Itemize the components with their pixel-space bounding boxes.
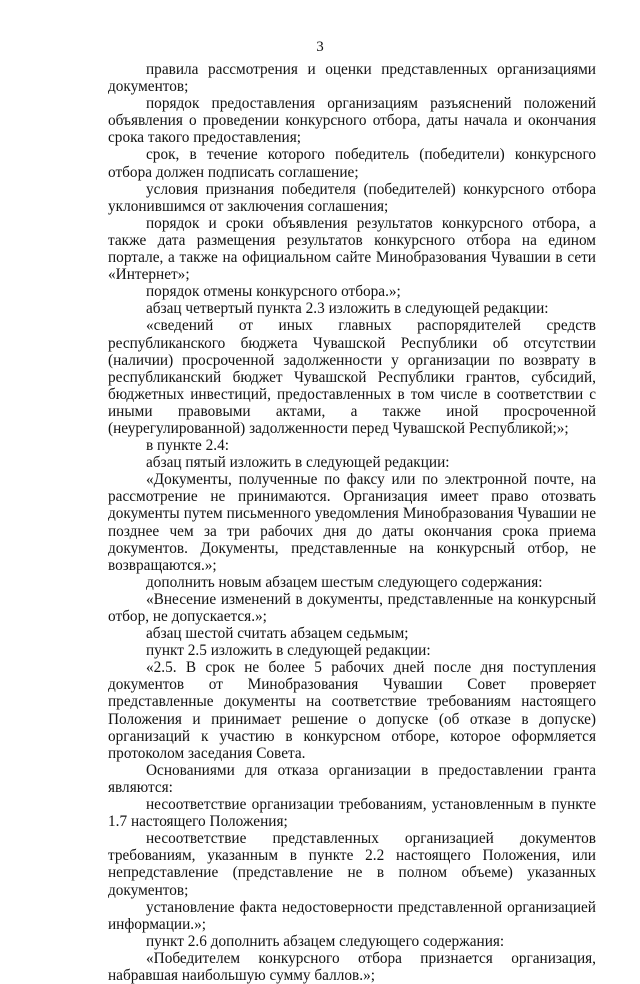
- paragraph: правила рассмотрения и оценки представленных организациями документов;: [108, 61, 596, 96]
- paragraph: дополнить новым абзацем шестым следующего содержания:: [146, 573, 543, 591]
- paragraph: «Победителем конкурсного отбора признается организация, набравшая наибольшую сумму баллов.»;: [108, 949, 596, 984]
- paragraph: Основаниями для отказа организации в предоставлении гранта являются:: [108, 761, 596, 796]
- paragraph: несоответствие организации требованиям, установленным в пункте 1.7 настоящего Положения;: [108, 796, 596, 831]
- document-body: [108, 61, 596, 984]
- paragraph: пункт 2.5 изложить в следующей редакции:: [146, 642, 431, 660]
- paragraph: «Документы, полученные по факсу или по электронной почте, на рассмотрение не принимаются. Организация имеет право отозвать документы путем письменного уведомления Минобразования Чувашии не позднее чем за три рабочих дня до даты окончания срока приема документов. Документы, представленные на конкурсный отбор, не возвращаются.»;: [108, 471, 596, 574]
- paragraph: «сведений от иных главных распорядителей средств республиканского бюджета Чувашской Республики об отсутствии (наличии) просроченной задолженности у организации по возврату в республиканский бюджет Чувашской Республики грантов, субсидий, бюджетных инвестиций, предоставленных в том числе в соответствии с иными правовыми актами, а также иной просроченной (неурегулированной) задолженности перед Чувашской Республикой;»;: [108, 317, 596, 437]
- paragraph: в пункте 2.4:: [146, 437, 229, 455]
- page-number: 3: [316, 39, 324, 55]
- paragraph: несоответствие представленных организацией документов требованиям, указанным в пункте 2.2 настоящего Положения, или непредставление (представление не в полном объеме) указанных документов;: [108, 830, 596, 899]
- paragraph: порядок и сроки объявления результатов конкурсного отбора, а также дата размещения результатов конкурсного отбора на едином портале, а также на официальном сайте Минобразования Чувашии в сети «Интернет»;: [108, 214, 596, 284]
- paragraph: условия признания победителя (победителей) конкурсного отбора уклонившимся от заключения соглашения;: [108, 180, 596, 215]
- paragraph: срок, в течение которого победитель (победители) конкурсного отбора должен подписать соглашение;: [108, 146, 596, 181]
- paragraph: абзац пятый изложить в следующей редакции:: [146, 454, 450, 472]
- paragraph: порядок предоставления организациям разъяснений положений объявления о проведении конкурсного отбора, даты начала и окончания срока такого предоставления;: [108, 95, 596, 147]
- paragraph: абзац четвертый пункта 2.3 изложить в следующей редакции:: [146, 300, 549, 318]
- paragraph: порядок отмены конкурсного отбора.»;: [146, 283, 401, 301]
- paragraph: установление факта недостоверности представленной организацией информации.»;: [108, 898, 596, 933]
- paragraph: пункт 2.6 дополнить абзацем следующего содержания:: [146, 932, 505, 950]
- paragraph: «Внесение изменений в документы, представленные на конкурсный отбор, не допускается.»;: [108, 590, 596, 625]
- paragraph: абзац шестой считать абзацем седьмым;: [146, 625, 409, 643]
- paragraph: «2.5. В срок не более 5 рабочих дней после дня поступления документов от Минобразования Чувашии Совет проверяет представленные документы на соответствие требованиям настоящего Положения и принимает решение о допуске (об отказе в допуске) организаций к участию в конкурсном отборе, которое оформляется протоколом заседания Совета.: [108, 659, 596, 762]
